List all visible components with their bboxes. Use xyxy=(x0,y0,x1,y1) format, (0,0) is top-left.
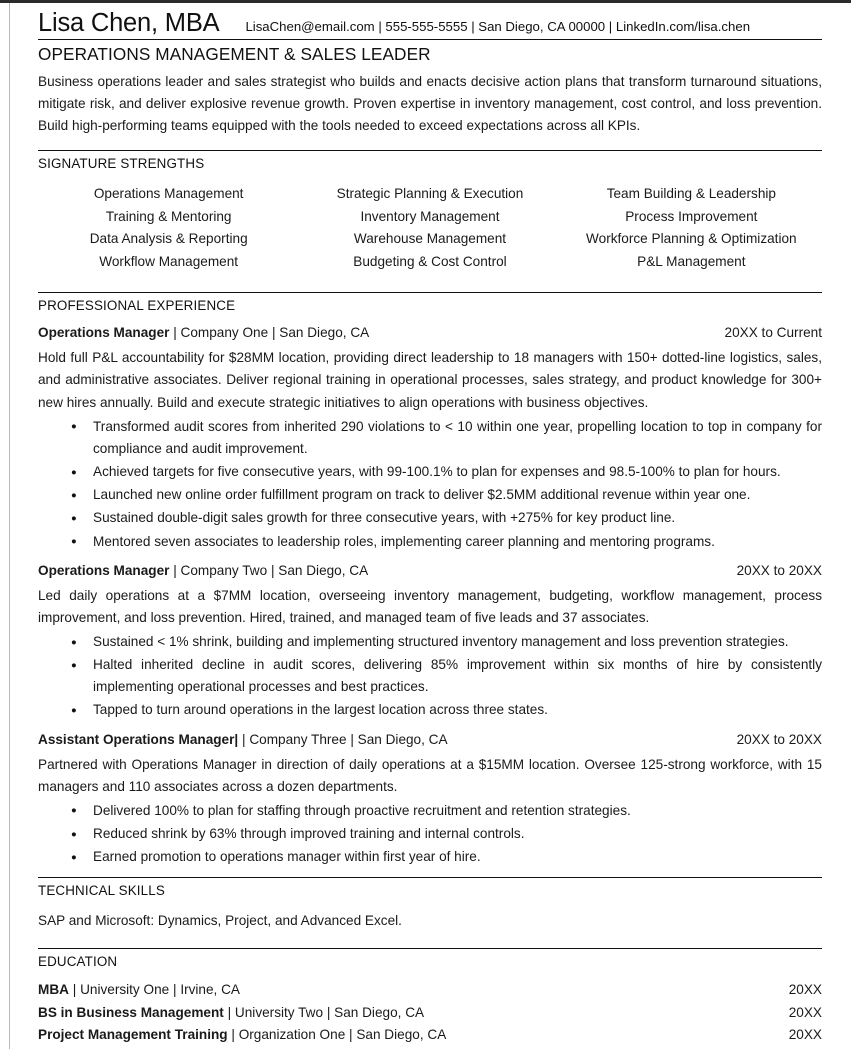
job-achievements-list xyxy=(38,800,822,868)
job-achievements-list xyxy=(38,416,822,553)
strength-item: Team Building & Leadership xyxy=(606,186,776,202)
education-separator: | xyxy=(223,1004,235,1020)
experience-entry-header xyxy=(38,317,822,340)
job-title: Operations Manager xyxy=(38,562,170,578)
education-degree: BS in Business Management xyxy=(38,1004,224,1020)
job-separator: | xyxy=(267,562,279,578)
contact-line: LisaChen@email.com | 555-555-5555 | San Diego, CA 00000 | LinkedIn.com/lisa.chen xyxy=(245,19,751,34)
strength-item: Process Improvement xyxy=(625,208,758,224)
education-separator: | xyxy=(169,982,181,998)
job-achievement-item: ● Tapped to turn around operations in the largest location across three states. xyxy=(38,699,822,721)
section-title-professional-experience: PROFESSIONAL EXPERIENCE xyxy=(38,292,822,315)
strength-item: Warehouse Management xyxy=(353,231,507,247)
education-degree: MBA xyxy=(38,982,69,998)
education-location: San Diego, CA xyxy=(334,1004,425,1020)
strength-item: Operations Management xyxy=(93,186,244,202)
job-title: Assistant Operations Manager xyxy=(38,731,235,747)
section-title-signature-strengths: SIGNATURE STRENGTHS xyxy=(38,150,822,173)
job-separator: | xyxy=(242,731,250,747)
job-achievement-item: ● Sustained double-digit sales growth for three consecutive years, with +275% for key product line. xyxy=(38,507,822,529)
job-company: Company Two xyxy=(180,562,268,578)
job-achievement-item: ● Delivered 100% to plan for staffing through proactive recruitment and retention strategies. xyxy=(38,800,822,822)
education-institution: Organization One xyxy=(238,1027,346,1043)
education-separator: | xyxy=(227,1027,239,1043)
strength-item: Strategic Planning & Execution xyxy=(336,186,524,202)
strength-item: Inventory Management xyxy=(360,208,500,224)
experience-entry xyxy=(38,317,822,552)
job-location: San Diego, CA xyxy=(279,325,370,341)
job-achievement-item: ● Transformed audit scores from inherited 290 violations to < 10 within one year, propelling location to top in company for compliance and audit improvement. xyxy=(38,416,822,460)
page-left-border xyxy=(9,3,10,1049)
job-achievements-list xyxy=(38,631,822,722)
education-institution: University Two xyxy=(234,1004,324,1020)
education-location: Irvine, CA xyxy=(180,982,240,998)
strength-item: Data Analysis & Reporting xyxy=(89,231,248,247)
job-achievement-item: ● Reduced shrink by 63% through improved training and internal controls. xyxy=(38,823,822,845)
resume-content xyxy=(38,3,822,1046)
job-description: Led daily operations at a $7MM location, overseeing inventory management, budgeting, workflow management, process improvement, and loss prevention. Hired, trained, and managed team of five leads and 37 associates. xyxy=(38,587,822,625)
job-description: Partnered with Operations Manager in direction of daily operations at a $15MM location. Oversee 125-strong workforce, with 15 managers and 110 associates across a dozen departments. xyxy=(38,756,822,794)
job-achievement-item: ● Earned promotion to operations manager within first year of hire. xyxy=(38,846,822,868)
job-company: Company Three xyxy=(249,731,347,747)
experience-entry-header xyxy=(38,724,822,747)
education-entry xyxy=(38,979,822,1002)
education-date: 20XX xyxy=(788,982,822,998)
job-separator: | xyxy=(268,325,280,341)
experience-entry xyxy=(38,724,822,869)
job-dates: 20XX to 20XX xyxy=(736,562,822,578)
job-achievement-item: ● Launched new online order fulfillment program on track to deliver $2.5MM additional revenue within year one. xyxy=(38,484,822,506)
experience-entry-header xyxy=(38,555,822,578)
job-dates: 20XX to Current xyxy=(724,325,822,341)
job-dates: 20XX to 20XX xyxy=(736,731,822,747)
strength-item: Workflow Management xyxy=(99,253,239,269)
strength-item: Budgeting & Cost Control xyxy=(353,253,507,269)
candidate-name: Lisa Chen, MBA xyxy=(38,9,220,37)
job-separator: | xyxy=(169,562,181,578)
job-achievement-item: ● Halted inherited decline in audit scores, delivering 85% improvement within six months of hire by consistently implementing operational processes and best practices. xyxy=(38,654,822,698)
professional-headline: OPERATIONS MANAGEMENT & SALES LEADER xyxy=(38,44,431,64)
job-location: San Diego, CA xyxy=(278,562,369,578)
education-date: 20XX xyxy=(788,1027,822,1043)
resume-header xyxy=(38,9,822,40)
strength-item: Training & Mentoring xyxy=(105,208,232,224)
education-list xyxy=(38,971,822,1047)
experience-entry xyxy=(38,555,822,722)
job-achievement-item: ● Achieved targets for five consecutive years, with 99-100.1% to plan for expenses and 98.5-100% to plan for hours. xyxy=(38,461,822,483)
education-entry xyxy=(38,1001,822,1024)
job-separator: | xyxy=(234,731,242,747)
strength-item: P&L Management xyxy=(637,253,746,269)
education-entry xyxy=(38,1024,822,1047)
education-degree: Project Management Training xyxy=(38,1027,228,1043)
strength-item: Workforce Planning & Optimization xyxy=(586,231,797,247)
section-title-education: EDUCATION xyxy=(38,948,822,971)
signature-strengths-grid xyxy=(38,173,822,283)
job-location: San Diego, CA xyxy=(357,731,448,747)
job-company: Company One xyxy=(180,325,269,341)
education-separator: | xyxy=(345,1027,357,1043)
job-achievement-item: ● Mentored seven associates to leadership roles, implementing career planning and mentoring programs. xyxy=(38,531,822,553)
professional-summary: Business operations leader and sales strategist who builds and enacts decisive action plans that transform turnaround situations, mitigate risk, and deliver explosive revenue growth. Proven expertise in inventory management, cost control, and loss prevention. Build high-performing teams equipped with the tools needed to exceed expectations across all KPIs. xyxy=(38,74,822,134)
education-location: San Diego, CA xyxy=(356,1027,447,1043)
education-institution: University One xyxy=(80,982,170,998)
education-separator: | xyxy=(68,982,81,998)
education-separator: | xyxy=(323,1004,335,1020)
section-title-technical-skills: TECHNICAL SKILLS xyxy=(38,877,822,900)
job-description: Hold full P&L accountability for $28MM location, providing direct leadership to 18 managers with 150+ dotted-line logistics, sales, and administrative associates. Deliver regional training in operational processes, sales strategy, and product knowledge for 300+ new hires annually. Build and execute strategic initiatives to align operations with business objectives. xyxy=(38,350,822,410)
job-achievement-item: ● Sustained < 1% shrink, building and implementing structured inventory management and loss prevention strategies. xyxy=(38,631,822,653)
education-date: 20XX xyxy=(788,1004,822,1020)
job-separator: | xyxy=(346,731,358,747)
job-title: Operations Manager xyxy=(38,325,170,341)
job-separator: | xyxy=(169,325,181,341)
technical-skills-body: SAP and Microsoft: Dynamics, Project, and Advanced Excel. xyxy=(38,913,402,929)
